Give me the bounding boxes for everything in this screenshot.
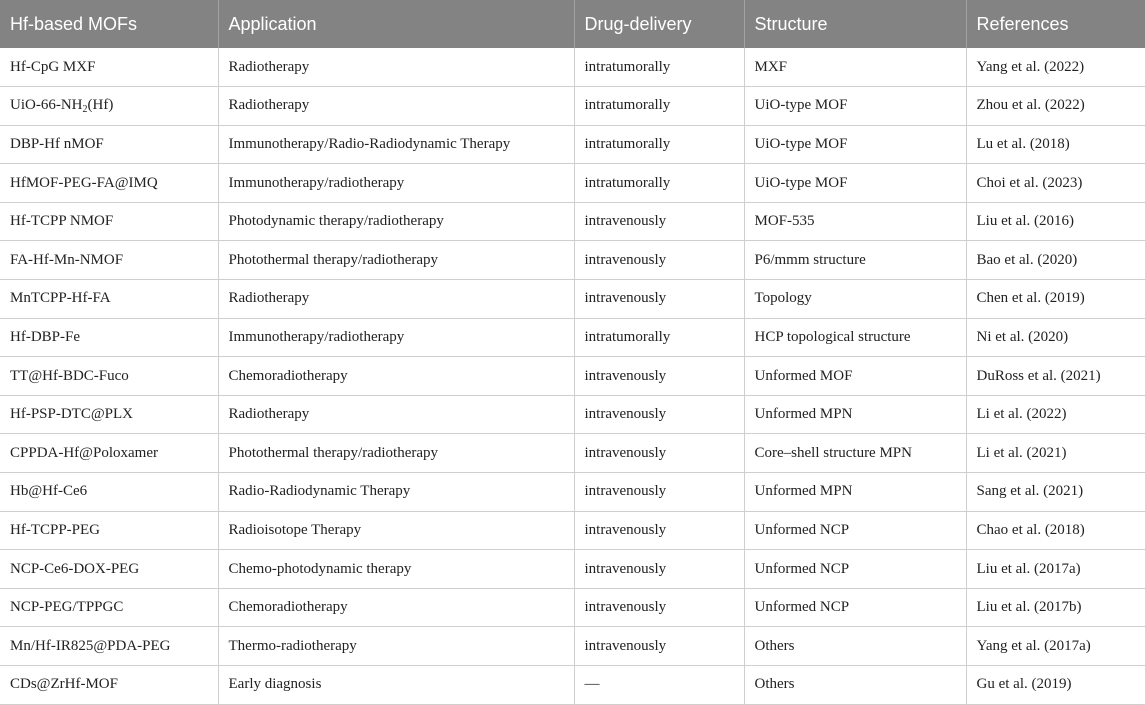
cell-reference: Li et al. (2021) — [966, 434, 1145, 473]
header-application: Application — [218, 0, 574, 48]
cell-mof: TT@Hf-BDC-Fuco — [0, 357, 218, 396]
cell-reference: Chen et al. (2019) — [966, 280, 1145, 319]
cell-structure: Topology — [744, 280, 966, 319]
header-drug-delivery: Drug-delivery — [574, 0, 744, 48]
cell-drug-delivery: intratumorally — [574, 164, 744, 203]
cell-mof: DBP-Hf nMOF — [0, 125, 218, 164]
cell-structure: Core–shell structure MPN — [744, 434, 966, 473]
cell-application: Radiotherapy — [218, 280, 574, 319]
cell-drug-delivery: intratumorally — [574, 48, 744, 87]
header-references: References — [976, 13, 1069, 34]
cell-drug-delivery: intravenously — [574, 395, 744, 434]
cell-structure: Unformed MPN — [744, 395, 966, 434]
header-hf-based-mofs: Hf-based MOFs — [0, 0, 218, 48]
table-row — [0, 627, 1145, 666]
cell-mof: Hf-TCPP-PEG — [0, 511, 218, 550]
cell-reference: Gu et al. (2019) — [966, 666, 1145, 705]
cell-reference: Li et al. (2022) — [966, 395, 1145, 434]
cell-application: Photothermal therapy/radiotherapy — [218, 241, 574, 280]
cell-structure: MXF — [744, 48, 966, 87]
cell-reference: Chao et al. (2018) — [966, 511, 1145, 550]
cell-drug-delivery: intravenously — [574, 434, 744, 473]
cell-reference: Ni et al. (2020) — [966, 318, 1145, 357]
table-row — [0, 588, 1145, 627]
mof-name-prefix: UiO-66-NH — [10, 97, 83, 114]
cell-mof: Mn/Hf-IR825@PDA-PEG — [0, 627, 218, 666]
cell-drug-delivery: intravenously — [574, 241, 744, 280]
cell-application: Chemo-photodynamic therapy — [218, 550, 574, 589]
cell-drug-delivery: intratumorally — [574, 318, 744, 357]
table-row — [0, 357, 1145, 396]
cell-application: Chemoradiotherapy — [218, 588, 574, 627]
header-row — [0, 0, 1145, 48]
cell-drug-delivery: — — [574, 666, 744, 705]
cell-application: Immunotherapy/radiotherapy — [218, 318, 574, 357]
cell-application: Radiotherapy — [218, 87, 574, 126]
cell-drug-delivery: intravenously — [574, 550, 744, 589]
cell-application: Thermo-radiotherapy — [218, 627, 574, 666]
cell-structure: Unformed NCP — [744, 511, 966, 550]
table-row — [0, 164, 1145, 203]
cell-structure: UiO-type MOF — [744, 125, 966, 164]
cell-mof: Hb@Hf-Ce6 — [0, 473, 218, 512]
table-header — [0, 0, 1145, 48]
table-row — [0, 318, 1145, 357]
cell-mof: CDs@ZrHf-MOF — [0, 666, 218, 705]
cell-structure: UiO-type MOF — [744, 87, 966, 126]
cell-mof: NCP-Ce6-DOX-PEG — [0, 550, 218, 589]
cell-reference: Yang et al. (2017a) — [966, 627, 1145, 666]
table-row — [0, 202, 1145, 241]
cell-structure: HCP topological structure — [744, 318, 966, 357]
cell-drug-delivery: intravenously — [574, 588, 744, 627]
cell-application: Photodynamic therapy/radiotherapy — [218, 202, 574, 241]
table-row — [0, 48, 1145, 87]
cell-mof: Hf-TCPP NMOF — [0, 202, 218, 241]
cell-structure: Unformed MOF — [744, 357, 966, 396]
cell-application: Radio-Radiodynamic Therapy — [218, 473, 574, 512]
cell-structure: Unformed MPN — [744, 473, 966, 512]
cell-drug-delivery: intravenously — [574, 202, 744, 241]
cell-drug-delivery: intratumorally — [574, 87, 744, 126]
cell-structure: Others — [744, 627, 966, 666]
table-row — [0, 125, 1145, 164]
cell-drug-delivery: intravenously — [574, 627, 744, 666]
cell-reference: Yang et al. (2022) — [966, 48, 1145, 87]
cell-reference: Choi et al. (2023) — [966, 164, 1145, 203]
cell-structure: P6/mmm structure — [744, 241, 966, 280]
cell-reference: Lu et al. (2018) — [966, 125, 1145, 164]
cell-structure: Unformed NCP — [744, 588, 966, 627]
header-structure: Structure — [744, 0, 966, 48]
cell-mof: Hf-PSP-DTC@PLX — [0, 395, 218, 434]
cell-drug-delivery: intravenously — [574, 280, 744, 319]
cell-drug-delivery: intravenously — [574, 357, 744, 396]
cell-reference: Bao et al. (2020) — [966, 241, 1145, 280]
table-row — [0, 434, 1145, 473]
cell-drug-delivery: intravenously — [574, 511, 744, 550]
cell-reference: Liu et al. (2016) — [966, 202, 1145, 241]
table-row — [0, 280, 1145, 319]
cell-application: Radioisotope Therapy — [218, 511, 574, 550]
mof-name-suffix: (Hf) — [87, 97, 114, 114]
cell-reference: Liu et al. (2017b) — [966, 588, 1145, 627]
table-row — [0, 473, 1145, 512]
table-row — [0, 395, 1145, 434]
cell-reference: Zhou et al. (2022) — [966, 87, 1145, 126]
table-row — [0, 241, 1145, 280]
cell-mof: HfMOF-PEG-FA@IMQ — [0, 164, 218, 203]
table-row — [0, 87, 1145, 126]
cell-reference: DuRoss et al. (2021) — [966, 357, 1145, 396]
cell-mof: CPPDA-Hf@Poloxamer — [0, 434, 218, 473]
table-row — [0, 550, 1145, 589]
cell-application: Immunotherapy/Radio-Radiodynamic Therapy — [218, 125, 574, 164]
cell-application: Radiotherapy — [218, 395, 574, 434]
cell-application: Immunotherapy/radiotherapy — [218, 164, 574, 203]
cell-mof — [0, 87, 218, 126]
cell-structure: Unformed NCP — [744, 550, 966, 589]
cell-drug-delivery: intravenously — [574, 473, 744, 512]
cell-application: Photothermal therapy/radiotherapy — [218, 434, 574, 473]
cell-reference: Liu et al. (2017a) — [966, 550, 1145, 589]
cell-application: Radiotherapy — [218, 48, 574, 87]
cell-structure: MOF-535 — [744, 202, 966, 241]
cell-drug-delivery: intratumorally — [574, 125, 744, 164]
mof-name-subscript: 2 — [82, 104, 88, 116]
cell-mof: Hf-CpG MXF — [0, 48, 218, 87]
cell-mof: FA-Hf-Mn-NMOF — [0, 241, 218, 280]
cell-structure: Others — [744, 666, 966, 705]
cell-application: Chemoradiotherapy — [218, 357, 574, 396]
table-row — [0, 511, 1145, 550]
cell-mof: MnTCPP-Hf-FA — [0, 280, 218, 319]
cell-structure: UiO-type MOF — [744, 164, 966, 203]
cell-application: Early diagnosis — [218, 666, 574, 705]
table-row — [0, 666, 1145, 705]
cell-mof: Hf-DBP-Fe — [0, 318, 218, 357]
cell-mof: NCP-PEG/TPPGC — [0, 588, 218, 627]
cell-reference: Sang et al. (2021) — [966, 473, 1145, 512]
table-body — [0, 48, 1145, 704]
